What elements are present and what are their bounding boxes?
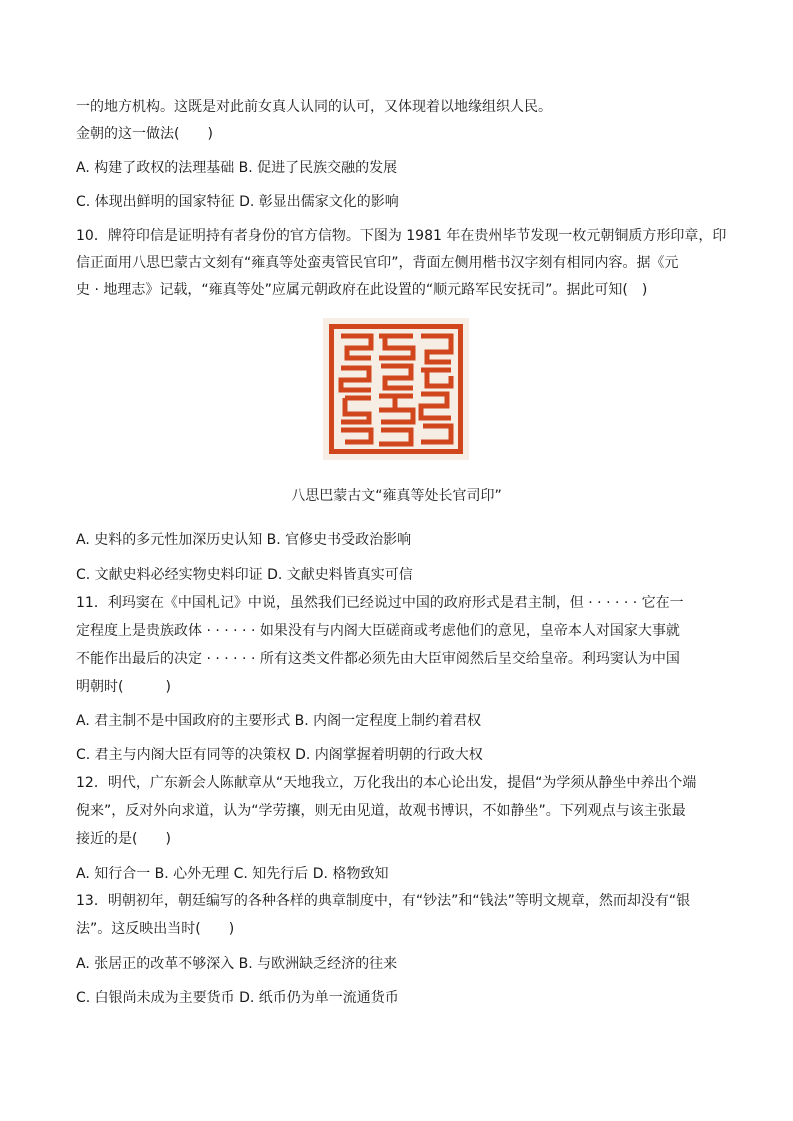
option-line: A. 知行合一 B. 心外无理 C. 知先行后 D. 格物致知: [76, 866, 389, 882]
question-10: 10．牌符印信是证明持有者身份的官方信物。下图为 1981 年在贵州毕节发现一枚元朝铜质方形印章，印: [76, 228, 727, 244]
option-line: C. 文献史料必经实物史料印证 D. 文献史料皆真实可信: [76, 567, 413, 583]
seal-image: [323, 318, 469, 460]
option-line: A. 君主制不是中国政府的主要形式 B. 内阁一定程度上制约着君权: [76, 713, 482, 729]
option-line: C. 君主与内阁大臣有同等的决策权 D. 内阁掌握着明朝的行政大权: [76, 747, 483, 763]
text-line: 接近的是( ): [76, 831, 171, 847]
text-line: 明朝时( ): [76, 679, 171, 695]
text-line: 定程度上是贵族政体 · · · · · · 如果没有与内阁大臣磋商或考虑他们的意见，皇帝本人对国家大事就: [76, 623, 680, 639]
seal-caption: 八思巴蒙古文“雍真等处长官司印”: [291, 488, 502, 504]
question-stem: 金朝的这一做法( ): [76, 126, 213, 142]
option-line: C. 白银尚未成为主要货币 D. 纸币仍为单一流通货币: [76, 990, 399, 1006]
text-line: 信正面用八思巴蒙古文刻有“雍真等处蛮夷管民官印”，背面左侧用楷书汉字刻有相同内容。据《元: [76, 255, 679, 271]
question-11: 11．利玛窦在《中国札记》中说，虽然我们已经说过中国的政府形式是君主制，但 · · · · · · 它在一: [76, 595, 684, 611]
text-line: 法”。这反映出当时( ): [76, 921, 235, 937]
text-line: 不能作出最后的决定 · · · · · · 所有这类文件都必须先由大臣审阅然后呈交给皇帝。利玛窦认为中国: [76, 651, 680, 667]
question-13: 13．明朝初年，朝廷编写的各种各样的典章制度中，有“钞法”和“钱法”等明文规章，然而却没有“银: [76, 893, 691, 909]
option-line: A. 史料的多元性加深历史认知 B. 官修史书受政治影响: [76, 532, 412, 548]
option-line: A. 张居正的改革不够深入 B. 与欧洲缺乏经济的往来: [76, 956, 398, 972]
option-line: A. 构建了政权的法理基础 B. 促进了民族交融的发展: [76, 160, 398, 176]
option-line: C. 体现出鲜明的国家特征 D. 彰显出儒家文化的影响: [76, 194, 399, 210]
text-line: 倪来”，反对外向求道，认为“学劳攘，则无由见道，故观书博识，不如静坐”。下列观点与该主张最: [76, 803, 686, 819]
question-12: 12．明代，广东新会人陈献章从“天地我立，万化我出的本心论出发，提倡“为学须从静坐中养出个端: [76, 775, 697, 791]
text-line: 一的地方机构。这既是对此前女真人认同的认可，又体现着以地缘组织人民。: [76, 99, 552, 115]
text-line: 史 · 地理志》记载，“雍真等处”应属元朝政府在此设置的“顺元路军民安抚司”。据此可知( ): [76, 282, 648, 298]
